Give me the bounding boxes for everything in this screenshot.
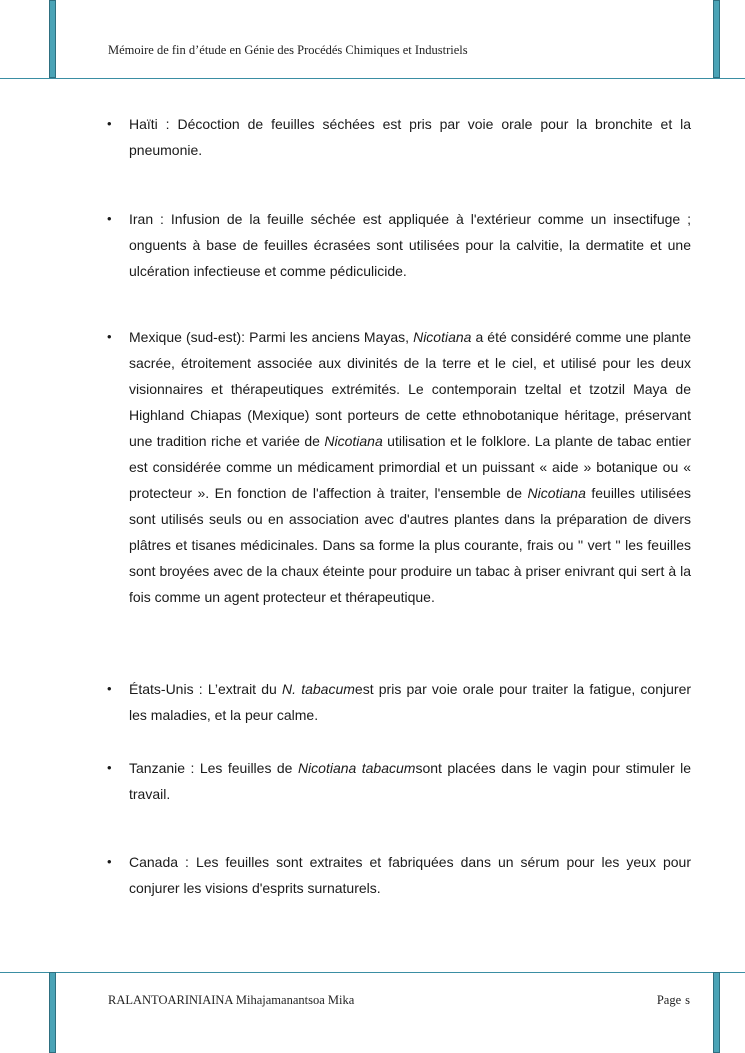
- bullet: •: [107, 760, 112, 775]
- list-item-text: Canada : Les feuilles sont extraites et fabriquées dans un sérum pour les yeux pour conjurer les visions d'esprits surnaturels.: [129, 854, 691, 896]
- species-name: Nicotiana tabacum: [297, 760, 416, 776]
- header-title: Mémoire de fin d’étude en Génie des Procédés Chimiques et Industriels: [108, 43, 468, 57]
- species-name: Nicotiana: [527, 485, 586, 501]
- header-right-bar: [713, 0, 720, 78]
- bullet: •: [107, 681, 112, 696]
- footer-page-number: [653, 993, 690, 1008]
- list-item-text: Mexique (sud-est): Parmi les anciens Mayas, Nicotiana a été considéré comme une plante sacrée, étroitement associée aux divinités de la terre et le ciel, et utilisé pour les deux visionnaires et thérapeutiques extrémités. Le contemporain tzeltal et tzotzil Maya de Highland Chiapas (Mexique) sont porteurs de cette ethnobotanique héritage, préservant une tradition riche et variée de Nicotiana utilisation et le folklore. La plante de tabac entier est considérée comme un médicament primordial et un puissant « aide » botanique ou « protecteur ». En fonction de l'affection à traiter, l'ensemble de Nicotiana feuilles utilisées sont utilisés seuls ou en association avec d'autres plantes dans la préparation de divers plâtres et tisanes médicinales. Dans sa forme la plus courante, frais ou '' vert '' les feuilles sont broyées avec de la chaux éteinte pour produire un tabac à priser enivrant qui sert à la fois comme un agent protecteur et thérapeutique.: [129, 329, 692, 605]
- species-name: Nicotiana: [413, 329, 472, 345]
- footer-rule: [0, 972, 745, 973]
- page-label: Page: [656, 993, 682, 1007]
- list-item-tanzanie: [107, 755, 691, 807]
- footer-author: RALANTOARINIAINA Mihajamanantsoa Mika: [108, 993, 355, 1007]
- list-item-haiti: [107, 111, 691, 163]
- footer-right-bar: [713, 972, 720, 1053]
- list-item-text: États-Unis : L’extrait du N. tabacumest pris par voie orale pour traiter la fatigue, conjurer les maladies, et la peur calme.: [129, 681, 692, 723]
- page-number: s: [685, 993, 690, 1007]
- list-item-text: Tanzanie : Les feuilles de Nicotiana tabacumsont placées dans le vagin pour stimuler le travail.: [129, 760, 692, 802]
- footer-left-bar: [49, 972, 56, 1053]
- bullet: •: [107, 116, 112, 131]
- list-item-mexique: [107, 324, 691, 610]
- bullet: •: [107, 329, 112, 344]
- list-item-text: Haïti : Décoction de feuilles séchées est pris par voie orale pour la bronchite et la pneumonie.: [129, 116, 691, 158]
- list-item-text: Iran : Infusion de la feuille séchée est appliquée à l'extérieur comme un insectifuge ; onguents à base de feuilles écrasées sont utilisées pour la calvitie, la dermatite et une ulcération infectieuse et comme pédiculicide.: [129, 211, 691, 279]
- header-left-bar: [49, 0, 56, 78]
- list-item-etats-unis: [107, 676, 691, 728]
- bullet: •: [107, 854, 112, 869]
- header-rule: [0, 78, 745, 79]
- list-item-iran: [107, 206, 691, 284]
- bullet: •: [107, 211, 112, 226]
- species-name: Nicotiana: [324, 433, 383, 449]
- species-name: N. tabacum: [282, 681, 355, 697]
- list-item-canada: [107, 849, 691, 901]
